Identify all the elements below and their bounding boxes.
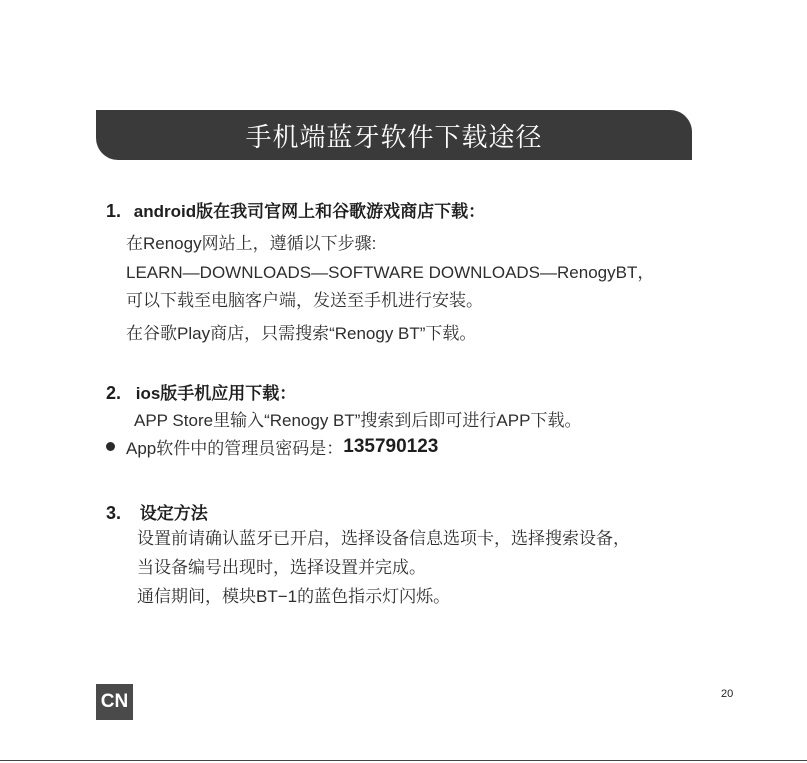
section-1-number: 1. (106, 201, 122, 221)
section-3-line-3: 通信期间，模块BT−1的蓝色指示灯闪烁。 (137, 587, 451, 606)
section-2-number: 2. (106, 383, 122, 403)
section-2-line-1: APP Store里输入“Renogy BT”搜索到后即可进行APP下载。 (134, 411, 582, 430)
section-1-line-2: LEARN—DOWNLOADS—SOFTWARE DOWNLOADS—RenogyBT， (126, 263, 655, 282)
section-1-line-4: 在谷歌Play商店，只需搜索“Renogy BT”下载。 (126, 324, 477, 343)
section-3-number: 3. (106, 503, 122, 523)
admin-password-label: App软件中的管理员密码是： (126, 439, 344, 458)
section-3-line-1: 设置前请确认蓝牙已开启，选择设备信息选项卡，选择搜索设备， (137, 529, 630, 548)
section-1-line-3: 可以下载至电脑客户端，发送至手机进行安装。 (126, 291, 483, 310)
section-1-title: android版在我司官网上和谷歌游戏商店下载： (133, 202, 486, 221)
section-title-banner (96, 110, 692, 160)
section-2-heading (106, 379, 296, 404)
section-title: 手机端蓝牙软件下载途径 (245, 121, 543, 152)
admin-password-note (106, 434, 438, 459)
section-1-line-1: 在Renogy网站上，遵循以下步骤: (126, 234, 377, 253)
language-badge: CN (96, 684, 133, 720)
page-number: 20 (721, 688, 734, 700)
admin-password-value: 135790123 (343, 435, 439, 457)
section-3-heading (106, 499, 208, 524)
section-1-heading (106, 197, 485, 222)
bottom-divider (0, 760, 807, 761)
section-2-title: ios版手机应用下载： (135, 384, 297, 403)
section-3-title: 设定方法 (139, 504, 208, 523)
bullet-icon (106, 442, 115, 451)
section-3-line-2: 当设备编号出现时，选择设置并完成。 (137, 558, 426, 577)
